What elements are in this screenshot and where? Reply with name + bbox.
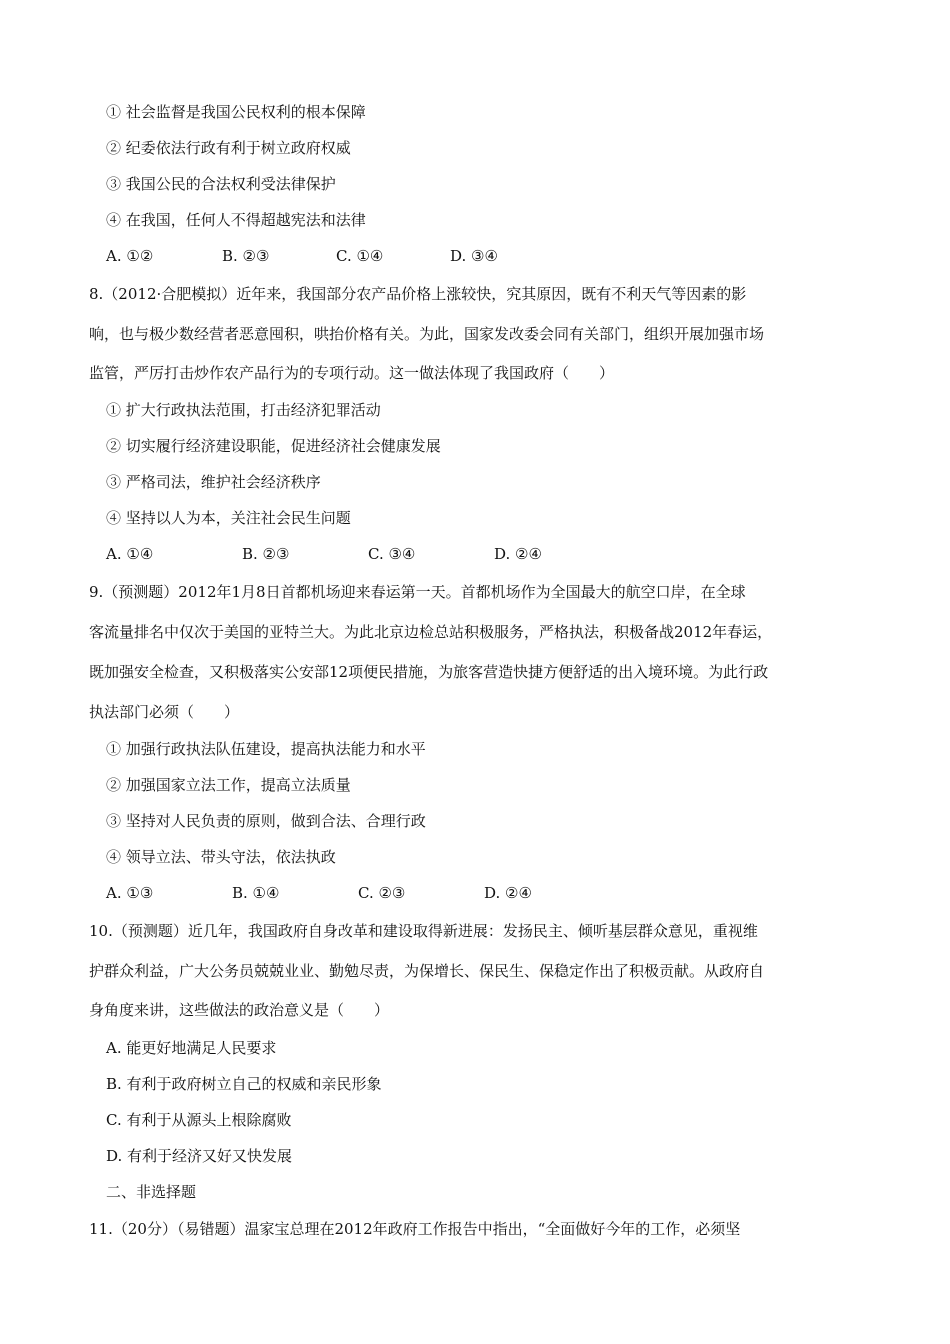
- q8-stem-line-1: 8.（2012·合肥模拟）近年来，我国部分农产品价格上涨较快，究其原因，既有不利天气等因素的影: [89, 285, 747, 303]
- q8-item-3: ③ 严格司法，维护社会经济秩序: [106, 473, 321, 491]
- q7-item-4: ④ 在我国，任何人不得超越宪法和法律: [106, 211, 366, 229]
- q9-option-c: C. ②③: [358, 884, 406, 902]
- q10-stem-line-1: 10.（预测题）近几年，我国政府自身改革和建设取得新进展：发扬民主、倾听基层群众意见，重视维: [89, 922, 758, 940]
- q9-item-1: ① 加强行政执法队伍建设，提高执法能力和水平: [106, 740, 426, 758]
- q11-stem-line-1: 11.（20分）（易错题）温家宝总理在2012年政府工作报告中指出，“全面做好今年的工作，必须坚: [89, 1220, 741, 1238]
- q9-stem-line-4: 执法部门必须（ ）: [89, 703, 240, 721]
- q10-choice-a: A. 能更好地满足人民要求: [106, 1039, 277, 1057]
- q7-option-d: D. ③④: [450, 247, 498, 265]
- q8-option-b: B. ②③: [242, 545, 290, 563]
- q9-item-2: ② 加强国家立法工作，提高立法质量: [106, 776, 351, 794]
- q7-option-b: B. ②③: [222, 247, 270, 265]
- q9-option-d: D. ②④: [484, 884, 532, 902]
- q8-item-1: ① 扩大行政执法范围，打击经济犯罪活动: [106, 401, 381, 419]
- q9-option-a: A. ①③: [106, 884, 154, 902]
- q7-item-1: ① 社会监督是我国公民权利的根本保障: [106, 103, 366, 121]
- q9-item-3: ③ 坚持对人民负责的原则，做到合法、合理行政: [106, 812, 426, 830]
- q9-option-b: B. ①④: [232, 884, 280, 902]
- q9-stem-line-1: 9.（预测题）2012年1月8日首都机场迎来春运第一天。首都机场作为全国最大的航空口岸，在全球: [89, 583, 746, 601]
- q7-option-a: A. ①②: [106, 247, 154, 265]
- q7-options: [106, 245, 866, 267]
- q10-choice-d: D. 有利于经济又好又快发展: [106, 1147, 293, 1165]
- q7-item-3: ③ 我国公民的合法权利受法律保护: [106, 175, 336, 193]
- q8-item-4: ④ 坚持以人为本，关注社会民生问题: [106, 509, 351, 527]
- q10-stem-line-3: 身角度来讲，这些做法的政治意义是（ ）: [89, 1001, 390, 1019]
- q9-stem-line-3: 既加强安全检查，又积极落实公安部12项便民措施，为旅客营造快捷方便舒适的出入境环境。为此行政: [89, 663, 769, 681]
- q8-option-c: C. ③④: [368, 545, 416, 563]
- q9-item-4: ④ 领导立法、带头守法，依法执政: [106, 848, 336, 866]
- q8-item-2: ② 切实履行经济建设职能，促进经济社会健康发展: [106, 437, 441, 455]
- q7-item-2: ② 纪委依法行政有利于树立政府权威: [106, 139, 351, 157]
- q7-option-c: C. ①④: [336, 247, 384, 265]
- q8-option-a: A. ①④: [106, 545, 154, 563]
- section-title: 二、非选择题: [106, 1183, 197, 1201]
- q9-options: [106, 882, 866, 904]
- q9-stem-line-2: 客流量排名中仅次于美国的亚特兰大。为此北京边检总站积极服务，严格执法，积极备战2012年春运，: [89, 623, 773, 641]
- q10-choice-c: C. 有利于从源头上根除腐败: [106, 1111, 292, 1129]
- q8-options: [106, 543, 866, 565]
- q10-choice-b: B. 有利于政府树立自己的权威和亲民形象: [106, 1075, 382, 1093]
- q8-stem-line-2: 响，也与极少数经营者恶意囤积，哄抬价格有关。为此，国家发改委会同有关部门，组织开展加强市场: [89, 325, 765, 343]
- q8-stem-line-3: 监管，严厉打击炒作农产品行为的专项行动。这一做法体现了我国政府（ ）: [89, 364, 615, 382]
- q10-stem-line-2: 护群众利益，广大公务员兢兢业业、勤勉尽责，为保增长、保民生、保稳定作出了积极贡献。从政府自: [89, 962, 765, 980]
- q8-option-d: D. ②④: [494, 545, 542, 563]
